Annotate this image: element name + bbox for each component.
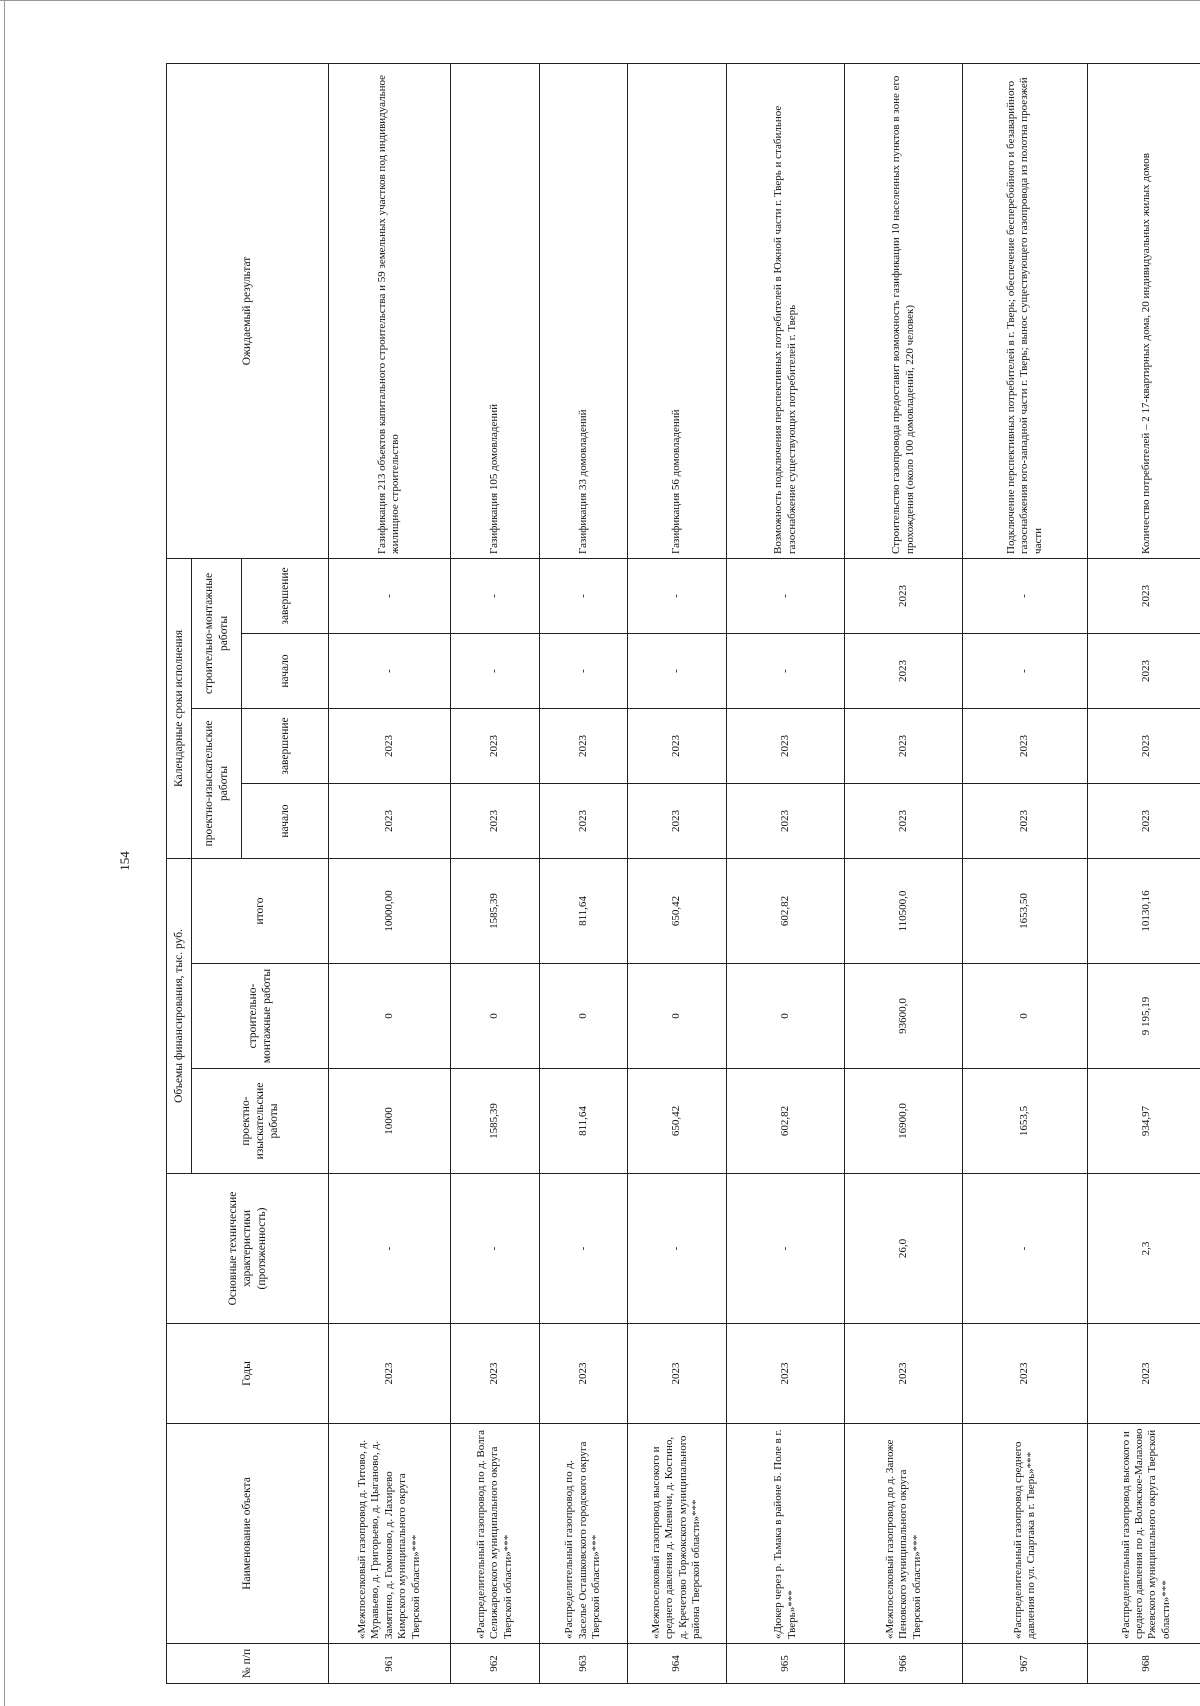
row-build-start: - bbox=[450, 633, 540, 708]
row-build-start: - bbox=[329, 633, 451, 708]
row-fin-build: 0 bbox=[450, 964, 540, 1069]
header-schedule: Календарные сроки исполнения bbox=[167, 558, 192, 858]
table-row bbox=[627, 63, 727, 1683]
header-tech: Основные технические характеристики (протяженность) bbox=[167, 1174, 329, 1324]
header-fin-build: строительно-монтажные работы bbox=[192, 964, 329, 1069]
row-build-start: 2023 bbox=[845, 633, 963, 708]
row-build-start: - bbox=[540, 633, 627, 708]
header-fin-design: проектно-изыскательские работы bbox=[192, 1069, 329, 1174]
row-result: Газификация 33 домовладений bbox=[540, 63, 627, 558]
row-build-end: - bbox=[627, 558, 727, 633]
row-tech: - bbox=[450, 1174, 540, 1324]
row-tech: 26,0 bbox=[845, 1174, 963, 1324]
table-row bbox=[1087, 63, 1200, 1683]
row-design-end: 2023 bbox=[1087, 708, 1200, 783]
row-design-end: 2023 bbox=[450, 708, 540, 783]
row-fin-total: 650,42 bbox=[627, 858, 727, 963]
row-year: 2023 bbox=[540, 1324, 627, 1424]
row-fin-design: 650,42 bbox=[627, 1069, 727, 1174]
row-result: Газификация 105 домовладений bbox=[450, 63, 540, 558]
row-fin-design: 1653,5 bbox=[963, 1069, 1087, 1174]
row-year: 2023 bbox=[845, 1324, 963, 1424]
header-design-start: начало bbox=[242, 783, 329, 858]
row-design-end: 2023 bbox=[329, 708, 451, 783]
row-tech: - bbox=[329, 1174, 451, 1324]
row-build-end: - bbox=[963, 558, 1087, 633]
header-build-end: завершение bbox=[242, 558, 329, 633]
row-name: «Распределительный газопровод по д. Заселье Осташковского городского округа Тверской области»*** bbox=[540, 1424, 627, 1644]
row-fin-total: 602,82 bbox=[727, 858, 845, 963]
row-year: 2023 bbox=[627, 1324, 727, 1424]
row-name: «Распределительный газопровод высокого и среднего давления по д. Волжское-Малахово Ржевского муниципального округа Тверской области»*** bbox=[1087, 1424, 1200, 1644]
row-fin-build: 9 195,19 bbox=[1087, 964, 1200, 1069]
table-row bbox=[963, 63, 1087, 1683]
header-finance: Объемы финансирования, тыс. руб. bbox=[167, 858, 192, 1173]
row-year: 2023 bbox=[1087, 1324, 1200, 1424]
row-name: «Распределительный газопровод среднего давления по ул. Спартака в г. Тверь»*** bbox=[963, 1424, 1087, 1644]
row-num: 966 bbox=[845, 1644, 963, 1684]
rotated-table-container bbox=[166, 64, 1200, 1684]
row-num: 961 bbox=[329, 1644, 451, 1684]
row-result: Подключение перспективных потребителей в г. Тверь; обеспечение бесперебойного и безаварийного газоснабжения юго-западной части г. Тверь; вынос существующего газопровода из полотна проезжей части bbox=[963, 63, 1087, 558]
scan-edge-top bbox=[0, 0, 1200, 1]
header-name: Наименование объекта bbox=[167, 1424, 329, 1644]
row-fin-total: 110500,0 bbox=[845, 858, 963, 963]
row-result: Строительство газопровода предоставит возможность газификации 10 населенных пунктов в зоне его прохождения (около 100 домовладений, 220 человек) bbox=[845, 63, 963, 558]
data-table bbox=[166, 63, 1200, 1684]
row-design-start: 2023 bbox=[450, 783, 540, 858]
header-years: Годы bbox=[167, 1324, 329, 1424]
row-num: 967 bbox=[963, 1644, 1087, 1684]
row-design-end: 2023 bbox=[627, 708, 727, 783]
row-tech: - bbox=[627, 1174, 727, 1324]
table-row bbox=[845, 63, 963, 1683]
row-fin-total: 1585,39 bbox=[450, 858, 540, 963]
row-build-start: - bbox=[963, 633, 1087, 708]
row-design-end: 2023 bbox=[963, 708, 1087, 783]
row-year: 2023 bbox=[329, 1324, 451, 1424]
table-row bbox=[329, 63, 451, 1683]
row-design-end: 2023 bbox=[540, 708, 627, 783]
row-build-start: 2023 bbox=[1087, 633, 1200, 708]
row-fin-build: 0 bbox=[540, 964, 627, 1069]
row-fin-total: 10000,00 bbox=[329, 858, 451, 963]
row-build-end: - bbox=[329, 558, 451, 633]
header-build-start: начало bbox=[242, 633, 329, 708]
row-num: 965 bbox=[727, 1644, 845, 1684]
row-result: Газификация 213 объектов капитального строительства и 59 земельных участков под индивидуальное жилищное строительство bbox=[329, 63, 451, 558]
header-design-end: завершение bbox=[242, 708, 329, 783]
header-result: Ожидаемый результат bbox=[167, 63, 329, 558]
row-design-start: 2023 bbox=[1087, 783, 1200, 858]
row-fin-design: 16900,0 bbox=[845, 1069, 963, 1174]
row-fin-design: 1585,39 bbox=[450, 1069, 540, 1174]
row-build-start: - bbox=[727, 633, 845, 708]
row-fin-build: 93600,0 bbox=[845, 964, 963, 1069]
row-design-end: 2023 bbox=[845, 708, 963, 783]
table-row bbox=[450, 63, 540, 1683]
row-design-start: 2023 bbox=[329, 783, 451, 858]
row-num: 964 bbox=[627, 1644, 727, 1684]
header-num: № п/п bbox=[167, 1644, 329, 1684]
row-design-start: 2023 bbox=[540, 783, 627, 858]
row-tech: - bbox=[540, 1174, 627, 1324]
table-row bbox=[540, 63, 627, 1683]
row-name: «Межпоселковый газопровод д. Титово, д. Муравьево, д. Григорьево, д. Цыганово, д. Замятино, д. Гомоново, д. Лахирево Кимрского муниципального округа Тверской области»*** bbox=[329, 1424, 451, 1644]
header-fin-total: итого bbox=[192, 858, 329, 963]
row-design-end: 2023 bbox=[727, 708, 845, 783]
row-num: 962 bbox=[450, 1644, 540, 1684]
row-design-start: 2023 bbox=[627, 783, 727, 858]
row-result: Возможность подключения перспективных потребителей в Южной части г. Тверь и стабильное газоснабжение существующих потребителей г. Тверь bbox=[727, 63, 845, 558]
row-tech: - bbox=[727, 1174, 845, 1324]
row-fin-total: 10130,16 bbox=[1087, 858, 1200, 963]
header-sch-build: строительно-монтажные работы bbox=[192, 558, 242, 708]
header-sch-design: проектно-изыскательские работы bbox=[192, 708, 242, 858]
row-fin-build: 0 bbox=[627, 964, 727, 1069]
row-year: 2023 bbox=[450, 1324, 540, 1424]
row-build-start: - bbox=[627, 633, 727, 708]
row-fin-design: 10000 bbox=[329, 1069, 451, 1174]
row-num: 968 bbox=[1087, 1644, 1200, 1684]
row-fin-build: 0 bbox=[727, 964, 845, 1069]
row-result: Количество потребителей – 2 17-квартирных дома, 20 индивидуальных жилых домов bbox=[1087, 63, 1200, 558]
row-name: «Дюкер через р. Тьмака в районе Б. Поле в г. Тверь»*** bbox=[727, 1424, 845, 1644]
row-year: 2023 bbox=[727, 1324, 845, 1424]
row-fin-build: 0 bbox=[963, 964, 1087, 1069]
row-name: «Межпоселковый газопровод до д. Запоже Пеновского муниципального округа Тверской области»*** bbox=[845, 1424, 963, 1644]
row-build-end: 2023 bbox=[845, 558, 963, 633]
row-design-start: 2023 bbox=[727, 783, 845, 858]
row-fin-build: 0 bbox=[329, 964, 451, 1069]
row-fin-design: 602,82 bbox=[727, 1069, 845, 1174]
row-tech: 2,3 bbox=[1087, 1174, 1200, 1324]
row-fin-design: 811,64 bbox=[540, 1069, 627, 1174]
row-name: «Межпоселковый газопровод высокого и среднего давления д. Млевичи, д. Костино, д. Кречетово Торжокского муниципального района Тверской области»*** bbox=[627, 1424, 727, 1644]
row-fin-total: 1653,50 bbox=[963, 858, 1087, 963]
row-fin-total: 811,64 bbox=[540, 858, 627, 963]
scan-edge-left bbox=[4, 0, 5, 1706]
row-build-end: - bbox=[450, 558, 540, 633]
row-tech: - bbox=[963, 1174, 1087, 1324]
row-design-start: 2023 bbox=[845, 783, 963, 858]
row-build-end: 2023 bbox=[1087, 558, 1200, 633]
row-result: Газификация 56 домовладений bbox=[627, 63, 727, 558]
row-design-start: 2023 bbox=[963, 783, 1087, 858]
row-name: «Распределительный газопровод по д. Волга Селижаровского муниципального округа Тверской области»*** bbox=[450, 1424, 540, 1644]
row-fin-design: 934,97 bbox=[1087, 1069, 1200, 1174]
row-build-end: - bbox=[540, 558, 627, 633]
row-build-end: - bbox=[727, 558, 845, 633]
table-row bbox=[727, 63, 845, 1683]
row-num: 963 bbox=[540, 1644, 627, 1684]
page-number: 154 bbox=[117, 851, 132, 871]
row-year: 2023 bbox=[963, 1324, 1087, 1424]
